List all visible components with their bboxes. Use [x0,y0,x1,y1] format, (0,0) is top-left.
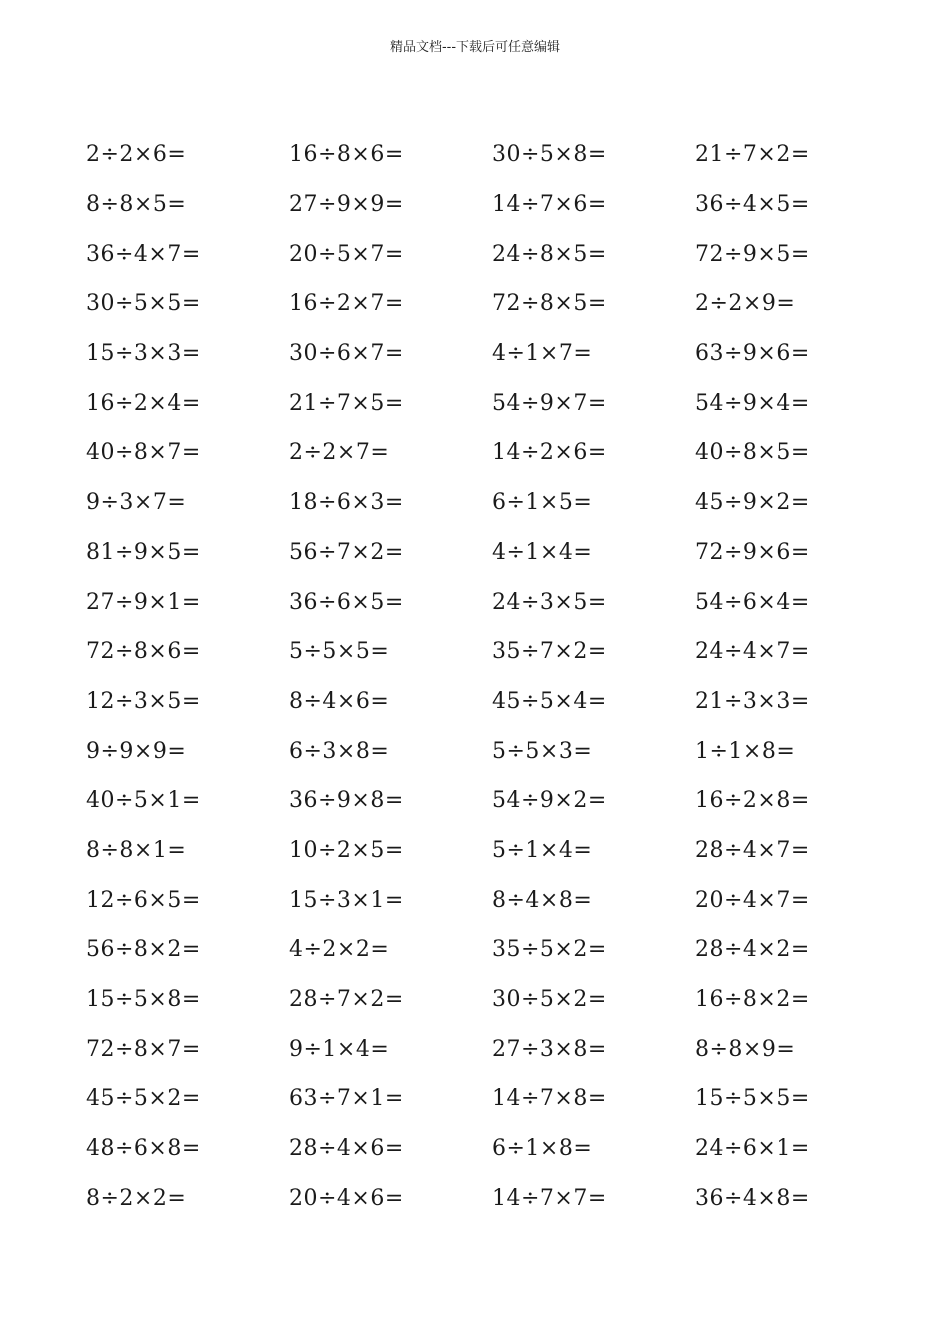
math-problem: 15÷5×8= [86,987,201,1013]
math-problem: 21÷7×5= [289,390,404,416]
math-problem: 36÷6×5= [289,589,404,615]
math-problem: 27÷9×9= [289,192,404,218]
math-problem: 6÷1×5= [492,490,593,516]
math-problem: 48÷6×8= [86,1136,201,1162]
problem-row [86,925,906,975]
problem-row [86,1173,906,1223]
math-problem: 4÷1×4= [492,539,593,565]
math-problem: 8÷8×9= [695,1036,796,1062]
math-problem: 30÷5×5= [86,291,201,317]
math-problem: 36÷4×5= [695,192,810,218]
problem-row [86,378,906,428]
problem-row [86,229,906,279]
math-problem: 9÷3×7= [86,490,187,516]
problem-row [86,577,906,627]
math-problem: 5÷1×4= [492,837,593,863]
math-problem: 8÷4×6= [289,688,390,714]
math-problem: 24÷8×5= [492,241,607,267]
math-problem: 40÷8×7= [86,440,201,466]
math-problem: 16÷8×2= [695,987,810,1013]
math-problem: 54÷9×7= [492,390,607,416]
math-problem: 28÷4×7= [695,837,810,863]
problem-row [86,677,906,727]
math-problem: 30÷5×8= [492,142,607,168]
math-problem: 72÷8×6= [86,639,201,665]
problem-row [86,528,906,578]
math-problem: 5÷5×3= [492,738,593,764]
math-problem: 21÷7×2= [695,142,810,168]
math-problem: 72÷8×7= [86,1036,201,1062]
math-problem: 24÷6×1= [695,1136,810,1162]
math-problem: 8÷8×5= [86,192,187,218]
problem-row [86,975,906,1025]
math-problem: 54÷6×4= [695,589,810,615]
math-problem: 8÷4×8= [492,887,593,913]
math-problem: 4÷2×2= [289,937,390,963]
math-problem: 28÷4×6= [289,1136,404,1162]
math-problem: 15÷3×1= [289,887,404,913]
problem-row [86,875,906,925]
page-header: 精品文档---下载后可任意编辑 [389,40,561,55]
math-problem: 12÷6×5= [86,887,201,913]
math-problem: 40÷8×5= [695,440,810,466]
math-problem: 35÷7×2= [492,639,607,665]
math-problem: 20÷4×6= [289,1185,404,1211]
math-problem: 56÷8×2= [86,937,201,963]
math-problem: 35÷5×2= [492,937,607,963]
problem-grid [86,130,906,1223]
problem-row [86,776,906,826]
math-problem: 16÷2×4= [86,390,201,416]
math-problem: 14÷2×6= [492,440,607,466]
math-problem: 5÷5×5= [289,639,390,665]
problem-row [86,1024,906,1074]
problem-row [86,1124,906,1174]
math-problem: 2÷2×7= [289,440,390,466]
math-problem: 45÷9×2= [695,490,810,516]
math-problem: 56÷7×2= [289,539,404,565]
math-problem: 6÷3×8= [289,738,390,764]
math-problem: 6÷1×8= [492,1136,593,1162]
math-problem: 24÷4×7= [695,639,810,665]
math-problem: 36÷4×7= [86,241,201,267]
math-problem: 15÷5×5= [695,1086,810,1112]
math-problem: 63÷9×6= [695,341,810,367]
math-problem: 24÷3×5= [492,589,607,615]
math-problem: 9÷1×4= [289,1036,390,1062]
math-problem: 36÷4×8= [695,1185,810,1211]
math-problem: 15÷3×3= [86,341,201,367]
problem-row [86,428,906,478]
math-problem: 54÷9×2= [492,788,607,814]
problem-row [86,627,906,677]
math-problem: 54÷9×4= [695,390,810,416]
math-problem: 14÷7×6= [492,192,607,218]
math-problem: 9÷9×9= [86,738,187,764]
math-problem: 1÷1×8= [695,738,796,764]
math-problem: 8÷2×2= [86,1185,187,1211]
math-problem: 28÷4×2= [695,937,810,963]
math-problem: 16÷8×6= [289,142,404,168]
math-problem: 45÷5×2= [86,1086,201,1112]
math-problem: 14÷7×7= [492,1185,607,1211]
math-problem: 40÷5×1= [86,788,201,814]
math-problem: 2÷2×6= [86,142,187,168]
problem-row [86,279,906,329]
math-problem: 28÷7×2= [289,987,404,1013]
math-problem: 72÷9×6= [695,539,810,565]
math-problem: 30÷5×2= [492,987,607,1013]
math-problem: 27÷9×1= [86,589,201,615]
problem-row [86,726,906,776]
math-problem: 20÷4×7= [695,887,810,913]
math-problem: 36÷9×8= [289,788,404,814]
math-problem: 63÷7×1= [289,1086,404,1112]
problem-row [86,130,906,180]
math-problem: 18÷6×3= [289,490,404,516]
problem-row [86,1074,906,1124]
math-problem: 45÷5×4= [492,688,607,714]
math-problem: 72÷9×5= [695,241,810,267]
math-problem: 16÷2×7= [289,291,404,317]
math-problem: 16÷2×8= [695,788,810,814]
math-problem: 21÷3×3= [695,688,810,714]
problem-row [86,826,906,876]
problem-row [86,180,906,230]
math-problem: 72÷8×5= [492,291,607,317]
problem-row [86,329,906,379]
math-problem: 8÷8×1= [86,837,187,863]
math-problem: 12÷3×5= [86,688,201,714]
math-problem: 27÷3×8= [492,1036,607,1062]
math-problem: 30÷6×7= [289,341,404,367]
problem-row [86,478,906,528]
math-problem: 2÷2×9= [695,291,796,317]
math-problem: 14÷7×8= [492,1086,607,1112]
math-problem: 4÷1×7= [492,341,593,367]
math-problem: 81÷9×5= [86,539,201,565]
math-problem: 20÷5×7= [289,241,404,267]
math-problem: 10÷2×5= [289,837,404,863]
